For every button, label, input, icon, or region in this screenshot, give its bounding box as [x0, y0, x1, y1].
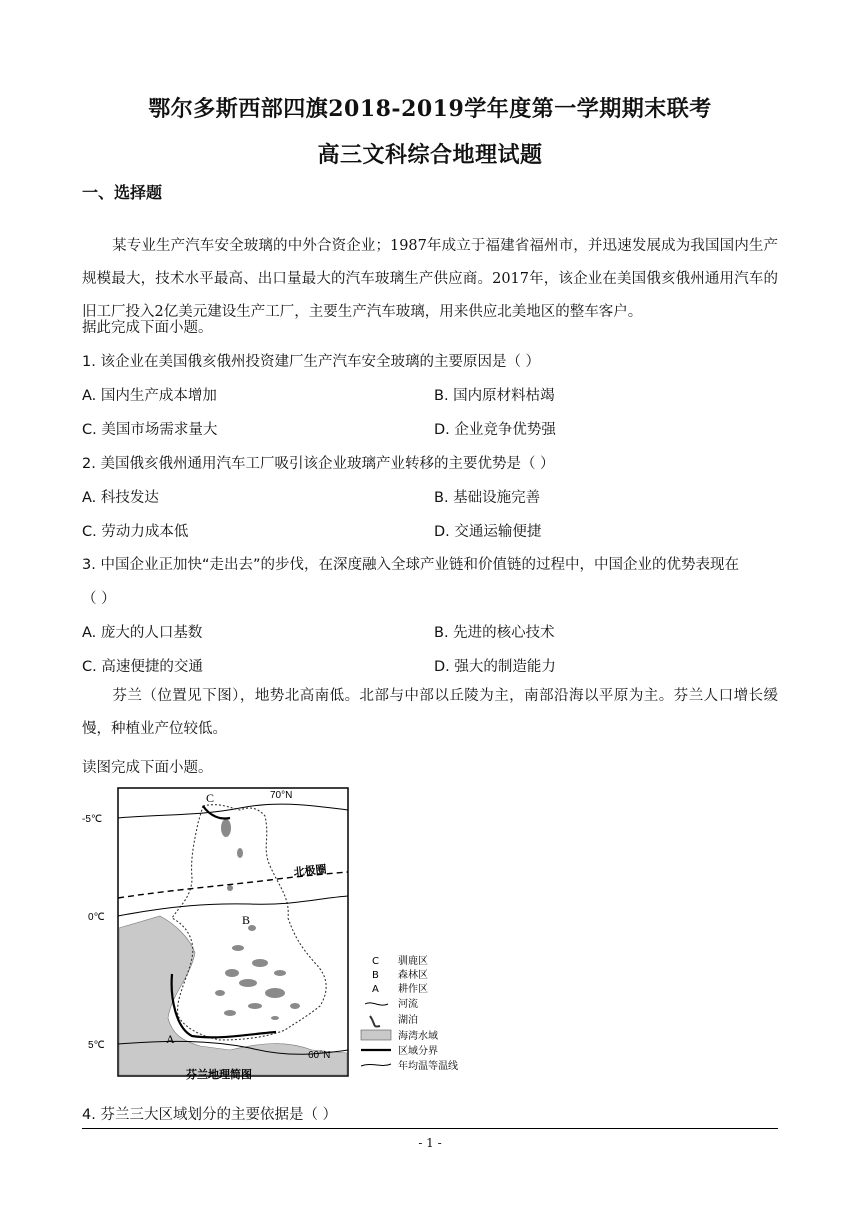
exam-title-line1: 鄂尔多斯西部四旗2018-2019学年度第一学期期末联考: [148, 96, 712, 122]
instruction-2: 读图完成下面小题。: [82, 760, 213, 776]
legend-label-lake: 湖泊: [398, 1015, 418, 1026]
lat-60-label: 60°N: [308, 1050, 331, 1061]
map-caption: 芬兰地理简图: [186, 1068, 252, 1081]
question-2-option-a: A. 科技发达: [82, 490, 159, 506]
question-1-option-d: D. 企业竞争优势强: [434, 422, 556, 438]
legend-river-icon: [365, 1003, 388, 1005]
legend-label-c: 驯鹿区: [398, 956, 428, 967]
question-3-stem: 3. 中国企业正加快“走出去”的步伐，在深度融入全球产业链和价值链的过程中，中国企业的优势表现在: [82, 557, 739, 573]
section-heading: 一、选择题: [82, 183, 163, 202]
question-2-option-d: D. 交通运输便捷: [434, 524, 542, 540]
finland-map: [80, 778, 500, 1093]
question-1-option-a: A. 国内生产成本增加: [82, 388, 217, 404]
question-3-option-b: B. 先进的核心技术: [434, 625, 555, 641]
legend-label-boundary: 区域分界: [398, 1046, 438, 1057]
legend-symbol-a: A: [372, 984, 379, 995]
legend-label-sea: 海湾水域: [398, 1031, 438, 1042]
question-2-stem: 2. 美国俄亥俄州通用汽车工厂吸引该企业玻璃产业转移的主要优势是（ ）: [82, 456, 555, 472]
question-2-option-c: C. 劳动力成本低: [82, 524, 189, 540]
zone-label-c: C: [206, 791, 215, 805]
question-3-option-a: A. 庞大的人口基数: [82, 625, 203, 641]
isotherm-label-minus5: -5℃: [82, 814, 103, 825]
question-1-option-c: C. 美国市场需求量大: [82, 422, 218, 438]
isotherm-label-0: 0℃: [88, 912, 105, 923]
legend-label-b: 森林区: [398, 970, 428, 981]
legend-label-isotherm: 年均温等温线: [398, 1061, 458, 1072]
map-legend: [361, 954, 458, 1072]
instruction-1: 据此完成下面小题。: [82, 320, 213, 336]
question-3-option-d: D. 强大的制造能力: [434, 659, 556, 675]
legend-label-river: 河流: [398, 999, 418, 1010]
passage-1: [82, 230, 778, 329]
passage-2-text: 芬兰（位置见下图），地势北高南低。北部与中部以丘陵为主，南部沿海以平原为主。芬兰人口增长缓慢，种植业产位较低。: [82, 688, 778, 737]
legend-sea-icon: [361, 1030, 391, 1040]
question-2-option-b: B. 基础设施完善: [434, 490, 541, 506]
zone-label-a: A: [166, 1032, 175, 1046]
page-number: - 1 -: [418, 1136, 442, 1150]
lat-70-label: 70°N: [270, 790, 293, 801]
question-3-stem-cont: （ ）: [82, 591, 116, 607]
legend-symbol-c: C: [372, 956, 379, 967]
legend-label-a: 耕作区: [398, 984, 428, 995]
question-3-option-c: C. 高速便捷的交通: [82, 659, 203, 675]
question-1-stem: 1. 该企业在美国俄亥俄州投资建厂生产汽车安全玻璃的主要原因是（ ）: [82, 354, 541, 370]
question-1-option-b: B. 国内原材料枯竭: [434, 388, 555, 404]
question-4-stem: 4. 芬兰三大区域划分的主要依据是（ ）: [82, 1107, 338, 1123]
footer-rule: [82, 1128, 778, 1129]
exam-title-line2: 高三文科综合地理试题: [317, 142, 543, 168]
zone-label-b: B: [242, 913, 251, 927]
legend-lake-icon: [370, 1016, 380, 1027]
passage-1-text: 某专业生产汽车安全玻璃的中外合资企业；1987年成立于福建省福州市，并迅速发展成为我国国内生产规模最大，技术水平最高、出口量最大的汽车玻璃生产供应商。2017年，该企业在美国俄亥俄州通用汽车的旧工厂投入2亿美元建设生产工厂，主要生产汽车玻璃，用来供应北美地区的整车客户。: [82, 238, 778, 320]
arctic-circle-label: 北极圈: [292, 862, 328, 879]
passage-2: [82, 680, 778, 746]
legend-isotherm-icon: [361, 1064, 391, 1066]
legend-symbol-b: B: [372, 970, 379, 981]
isotherm-label-5: 5℃: [88, 1040, 105, 1051]
